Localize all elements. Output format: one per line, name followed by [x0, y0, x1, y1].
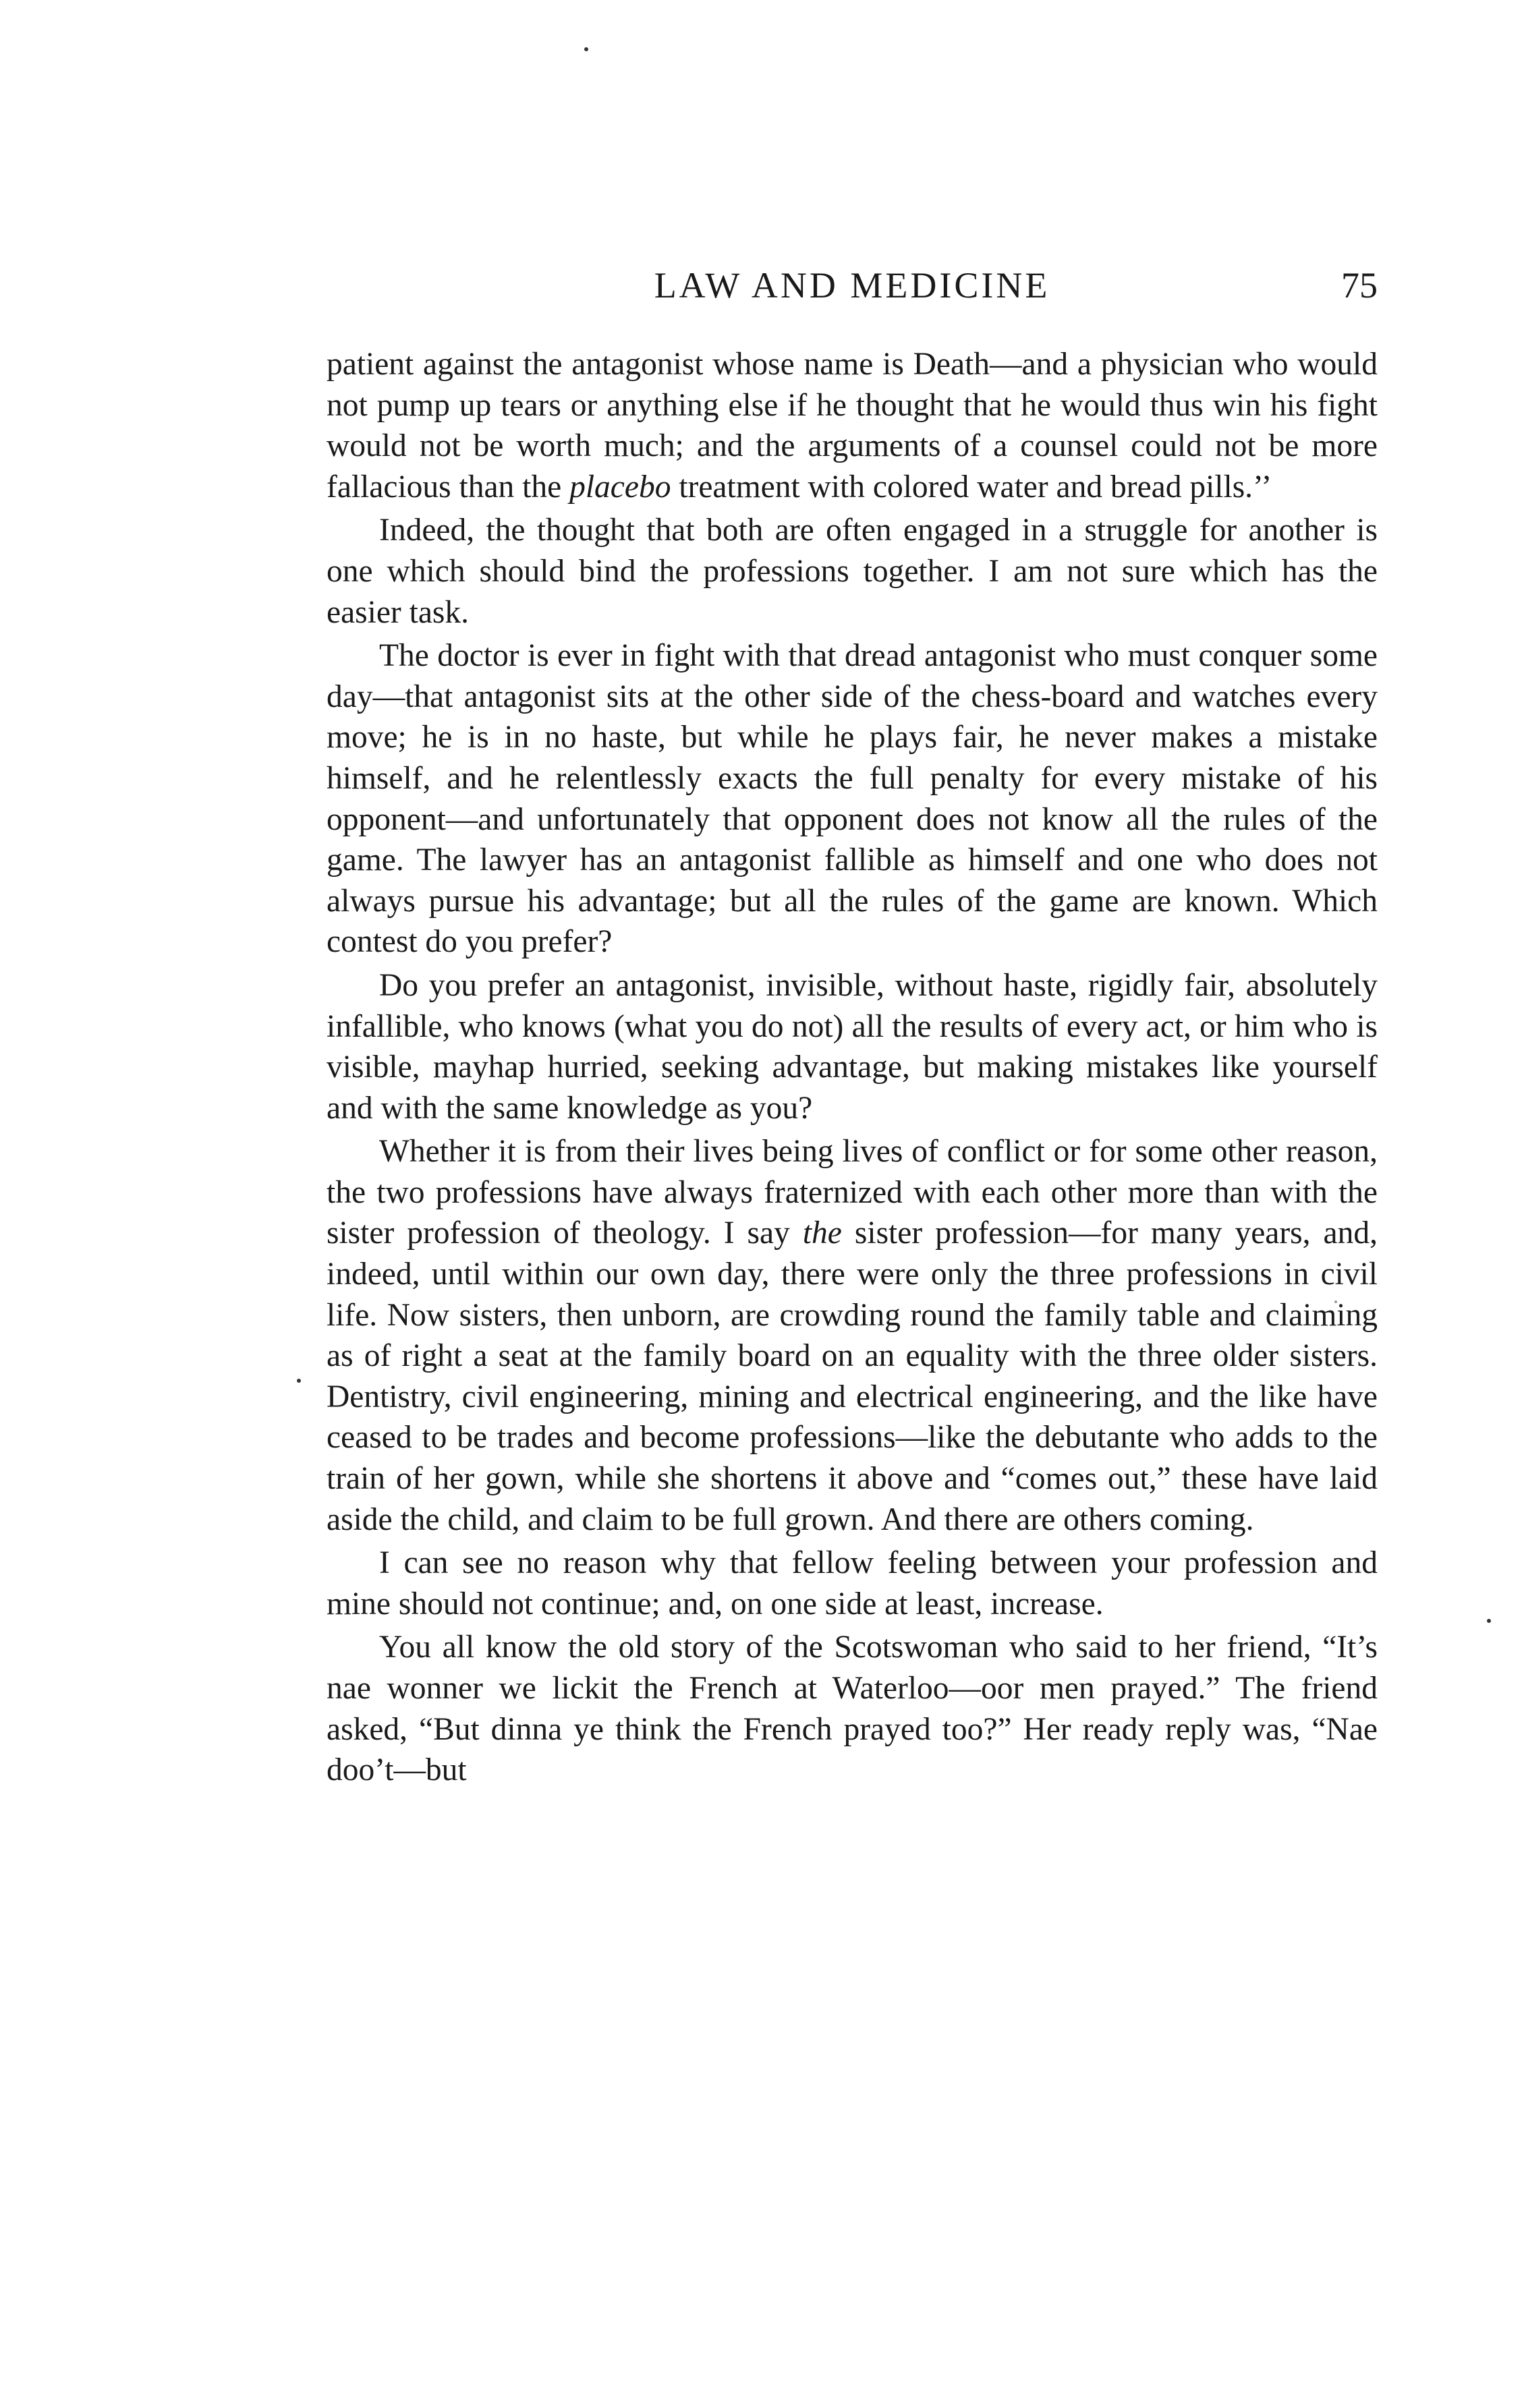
italic-text: the — [802, 1215, 842, 1251]
body-text — [327, 344, 1378, 1791]
page-number: 75 — [1341, 265, 1378, 306]
text-run: Do you prefer an antagonist, invisible, without haste, rigidly fair, absolutely infallible, who knows (what you do not) all the results of every act, or him who is visible, mayhap hurried, seeking advantage, but making mistakes like yourself and with the same knowledge as you? — [327, 967, 1378, 1126]
text-run: The doctor is ever in fight with that dread antagonist who must conquer some day—that antagonist sits at the other side of the chess-board and watches every move; he is in no haste, but while he plays fair, he never makes a mistake himself, and he relentlessly exacts the full penalty for every mistake of his opponent—and unfortunately that opponent does not know all the rules of the game. The lawyer has an antagonist fallible as himself and one who does not always pursue his advantage; but all the rules of the game are known. Which contest do you prefer? — [327, 638, 1378, 960]
paragraph — [327, 635, 1378, 963]
paragraph — [327, 1627, 1378, 1790]
text-run: I can see no reason why that fellow feeling between your profession and mine should not continue; and, on one side at least, increase. — [327, 1545, 1378, 1622]
text-run: Whether it is from their lives being lives of conflict or for some other reason, the two professions have always fraternized with each other more than with the sister profession of theology. I say — [327, 1134, 1378, 1251]
text-run: treatment with colored water and bread pills.’’ — [671, 469, 1272, 505]
ink-speck — [297, 1379, 301, 1383]
ink-speck — [1487, 1619, 1491, 1623]
paragraph — [327, 510, 1378, 633]
page-header — [327, 262, 1378, 309]
text-run: sister profession—for many years, and, indeed, until within our own day, there were only the three professions in civil life. Now sisters, then unborn, are crowding round the family table and claiming as of right a seat at the family board on an equality with the three older sisters. Dentistry, civil engineering, mining and electrical engineering, and the like have ceased to be trades and become professions—like the debutante who adds to the train of her gown, while she shortens it above and “comes out,” these have laid aside the child, and claim to be full grown. And there are others coming. — [327, 1215, 1378, 1537]
paragraph — [327, 1131, 1378, 1540]
paragraph — [327, 965, 1378, 1128]
paragraph — [327, 1543, 1378, 1624]
running-head: LAW AND MEDICINE — [654, 265, 1050, 306]
text-run: patient against the antagonist whose name is Death—and a physician who would not pump up tears or anything else if he thought that he would thus win his fight would not be worth much; and the arguments of a counsel could not be more fallacious than the — [327, 347, 1378, 505]
paragraph — [327, 344, 1378, 507]
italic-text: placebo — [569, 469, 671, 505]
text-run: Indeed, the thought that both are often engaged in a struggle for another is one which should bind the professions together. I am not sure which has the easier task. — [327, 513, 1378, 630]
text-run: You all know the old story of the Scotswoman who said to her friend, “It’s nae wonner we lickit the French at Waterloo—oor men prayed.” The friend asked, “But dinna ye think the French prayed too?” Her ready reply was, “Nae doo’t—but — [327, 1630, 1378, 1788]
ink-speck — [584, 47, 588, 51]
